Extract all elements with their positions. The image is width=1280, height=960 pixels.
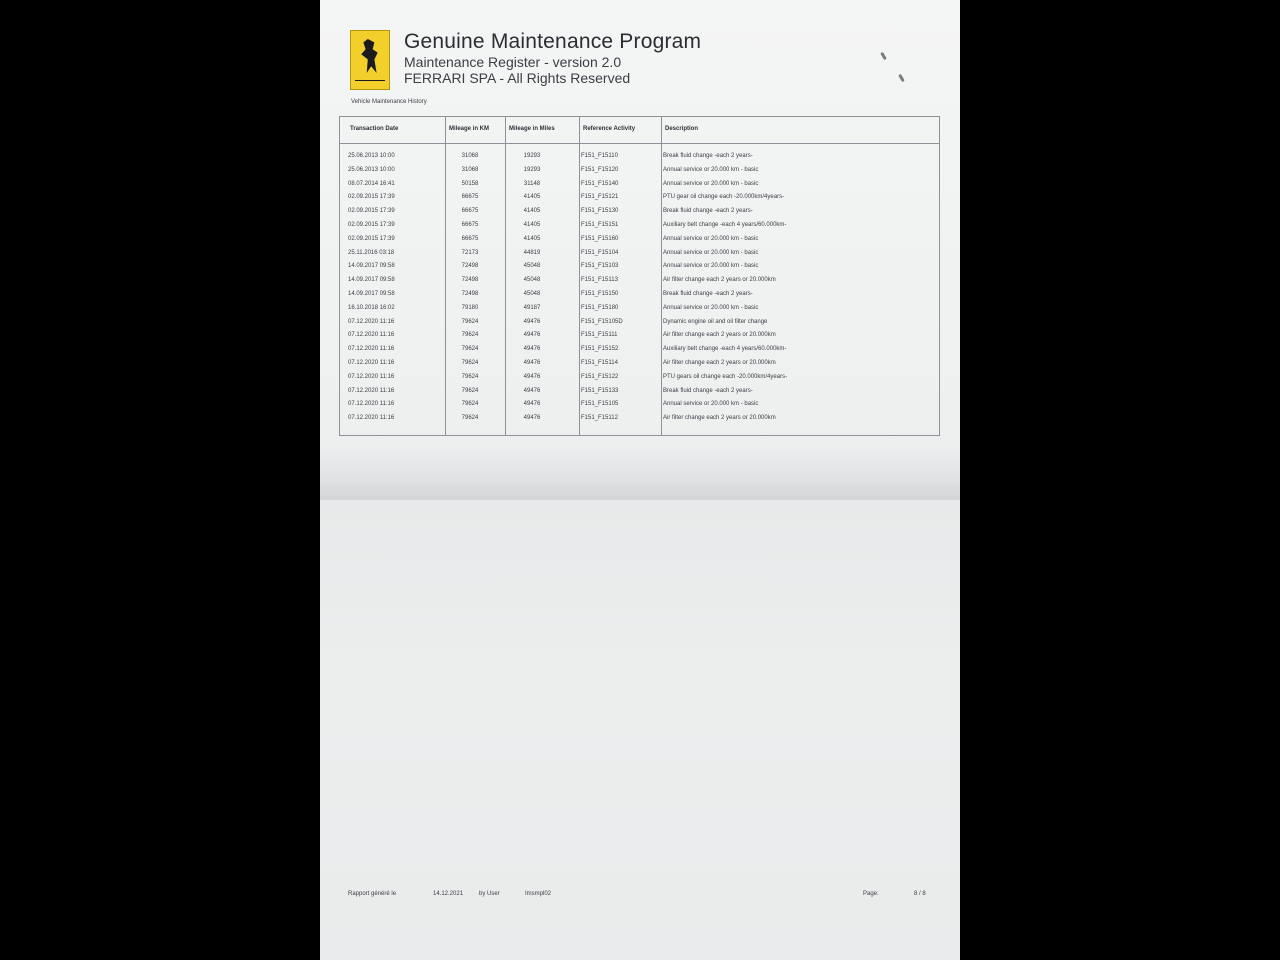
cell-description: Annual service or 20.000 km - basic bbox=[663, 166, 759, 173]
cell-description: PTU gear oil change each -20.000km/4years- bbox=[663, 194, 785, 201]
cell-miles: 41405 bbox=[523, 221, 541, 228]
cell-description: Annual service or 20.000 km - basic bbox=[663, 401, 759, 408]
cell-reference: F151_F15103 bbox=[581, 263, 619, 270]
register-version: Maintenance Register - version 2.0 bbox=[404, 54, 622, 70]
column-header-km: Mileage in KM bbox=[449, 126, 490, 132]
cell-reference: F151_F15112 bbox=[581, 415, 618, 422]
cell-date: 25.06.2013 10:00 bbox=[348, 153, 395, 159]
cell-km: 31068 bbox=[461, 166, 479, 173]
cell-km: 79624 bbox=[461, 346, 479, 353]
cell-miles: 41405 bbox=[523, 208, 541, 215]
cell-description: Air filter change each 2 years or 20.000km bbox=[663, 332, 776, 339]
cell-miles: 41405 bbox=[523, 235, 541, 242]
cell-description: Air filter change each 2 years or 20.000km bbox=[663, 359, 776, 366]
cell-date: 07.12.2020 11:16 bbox=[348, 346, 395, 353]
column-header-miles: Mileage in Miles bbox=[509, 126, 555, 132]
cell-miles: 49476 bbox=[523, 415, 541, 422]
cell-km: 79624 bbox=[461, 359, 479, 366]
cell-miles: 49476 bbox=[523, 401, 541, 408]
cell-km: 72498 bbox=[461, 263, 479, 270]
ink-mark bbox=[880, 52, 887, 60]
cell-date: 07.12.2020 11:16 bbox=[348, 415, 395, 422]
cell-km: 50158 bbox=[461, 180, 479, 187]
cell-description: Auxiliary belt change -each 4 years/60.000km- bbox=[663, 221, 787, 228]
cell-km: 72498 bbox=[461, 290, 479, 297]
cell-description: Break fluid change -each 2 years- bbox=[663, 208, 753, 215]
cell-date: 07.12.2020 11:16 bbox=[348, 318, 395, 325]
footer-by-label: by User bbox=[479, 891, 500, 897]
ferrari-logo-icon bbox=[350, 30, 390, 90]
footer-generated-label: Rapport généré le bbox=[348, 891, 397, 897]
column-header-description: Description bbox=[665, 126, 699, 132]
cell-date: 07.12.2020 11:16 bbox=[348, 387, 395, 394]
cell-description: Annual service or 20.000 km - basic bbox=[663, 263, 759, 270]
cell-miles: 49476 bbox=[523, 318, 541, 325]
cell-description: Annual service or 20.000 km - basic bbox=[663, 304, 759, 311]
cell-reference: F151_F15120 bbox=[581, 166, 619, 173]
cell-description: Annual service or 20.000 km - basic bbox=[663, 180, 759, 187]
cell-km: 66675 bbox=[461, 221, 479, 228]
table-row bbox=[340, 414, 939, 428]
document-page bbox=[320, 0, 960, 960]
cell-description: Annual service or 20.000 km - basic bbox=[663, 249, 759, 256]
table-row bbox=[340, 193, 939, 207]
section-title: Vehicle Maintenance History bbox=[351, 99, 427, 105]
cell-reference: F151_F15104 bbox=[581, 249, 619, 256]
cell-miles: 49476 bbox=[523, 387, 541, 394]
cell-reference: F151_F15150 bbox=[581, 290, 619, 297]
cell-description: Annual service or 20.000 km - basic bbox=[663, 235, 759, 242]
cell-reference: F151_F15152 bbox=[581, 346, 619, 353]
cell-miles: 49476 bbox=[523, 346, 541, 353]
cell-description: Air filter change each 2 years or 20.000km bbox=[663, 277, 776, 284]
cell-km: 66675 bbox=[461, 235, 479, 242]
prancing-horse-icon bbox=[359, 39, 381, 73]
column-header-reference: Reference Activity bbox=[583, 126, 636, 132]
table-row bbox=[340, 166, 939, 180]
cell-km: 79624 bbox=[461, 401, 479, 408]
table-row bbox=[340, 387, 939, 401]
cell-km: 72498 bbox=[461, 277, 479, 284]
cell-description: Break fluid change -each 2 years- bbox=[663, 290, 753, 297]
cell-reference: F151_F15121 bbox=[581, 194, 619, 201]
cell-km: 79180 bbox=[461, 304, 479, 311]
table-row bbox=[340, 207, 939, 221]
cell-date: 14.09.2017 09:58 bbox=[348, 277, 395, 284]
cell-km: 79624 bbox=[461, 332, 479, 339]
cell-date: 07.12.2020 11:16 bbox=[348, 401, 395, 408]
cell-km: 79624 bbox=[461, 373, 479, 380]
cell-miles: 45048 bbox=[523, 290, 541, 297]
cell-miles: 45048 bbox=[523, 263, 541, 270]
cell-description: PTU gears oil change each -20.000km/4years- bbox=[663, 373, 788, 380]
cell-reference: F151_F15133 bbox=[581, 387, 619, 394]
table-row bbox=[340, 235, 939, 249]
table-row bbox=[340, 345, 939, 359]
maintenance-table bbox=[339, 116, 940, 436]
table-row bbox=[340, 249, 939, 263]
cell-km: 79624 bbox=[461, 387, 479, 394]
table-row bbox=[340, 331, 939, 345]
table-body bbox=[340, 152, 939, 428]
footer-page-label: Page: bbox=[863, 891, 879, 897]
cell-date: 07.12.2020 11:16 bbox=[348, 373, 395, 380]
cell-description: Air filter change each 2 years or 20.000km bbox=[663, 415, 776, 422]
cell-miles: 49476 bbox=[523, 373, 541, 380]
table-row bbox=[340, 400, 939, 414]
cell-date: 07.12.2020 11:16 bbox=[348, 359, 395, 366]
cell-date: 02.09.2015 17:39 bbox=[348, 221, 395, 228]
cell-miles: 19293 bbox=[523, 153, 541, 159]
cell-miles: 49187 bbox=[523, 304, 541, 311]
cell-miles: 49476 bbox=[523, 332, 541, 339]
cell-reference: F151_F15160 bbox=[581, 235, 619, 242]
table-row bbox=[340, 180, 939, 194]
cell-date: 02.09.2015 17:39 bbox=[348, 194, 395, 201]
table-row bbox=[340, 152, 939, 166]
cell-date: 25.11.2016 03:18 bbox=[348, 249, 395, 256]
cell-km: 66675 bbox=[461, 194, 479, 201]
cell-reference: F151_F15113 bbox=[581, 277, 618, 284]
cell-reference: F151_F15180 bbox=[581, 304, 619, 311]
cell-reference: F151_F15110 bbox=[581, 153, 618, 159]
cell-reference: F151_F15111 bbox=[581, 332, 618, 339]
cell-date: 16.10.2018 16:02 bbox=[348, 304, 395, 311]
cell-description: Break fluid change -each 2 years- bbox=[663, 153, 753, 159]
cell-reference: F151_F15105D bbox=[581, 318, 623, 325]
cell-description: Break fluid change -each 2 years- bbox=[663, 387, 753, 394]
cell-miles: 45048 bbox=[523, 277, 541, 284]
cell-date: 07.12.2020 11:16 bbox=[348, 332, 395, 339]
cell-reference: F151_F15122 bbox=[581, 373, 619, 380]
cell-reference: F151_F15114 bbox=[581, 359, 618, 366]
cell-date: 02.09.2015 17:39 bbox=[348, 235, 395, 242]
cell-reference: F151_F15130 bbox=[581, 208, 619, 215]
cell-km: 66675 bbox=[461, 208, 479, 215]
cell-description: Dynamic engine oil and oil filter change bbox=[663, 318, 768, 325]
cell-date: 02.09.2015 17:39 bbox=[348, 208, 395, 215]
footer-user: Imsmpl02 bbox=[525, 891, 552, 897]
program-title: Genuine Maintenance Program bbox=[404, 30, 702, 53]
cell-km: 79624 bbox=[461, 415, 479, 422]
table-row bbox=[340, 290, 939, 304]
cell-date: 25.06.2013 10:00 bbox=[348, 166, 395, 173]
table-row bbox=[340, 262, 939, 276]
cell-reference: F151_F15151 bbox=[581, 221, 619, 228]
column-header-date: Transaction Date bbox=[350, 126, 399, 132]
table-row bbox=[340, 373, 939, 387]
cell-miles: 44819 bbox=[523, 249, 541, 256]
cell-km: 31068 bbox=[461, 153, 479, 159]
footer-page-number: 8 / 8 bbox=[914, 891, 926, 897]
ink-mark bbox=[898, 74, 905, 82]
cell-km: 72173 bbox=[461, 249, 479, 256]
cell-reference: F151_F15140 bbox=[581, 180, 619, 187]
cell-date: 08.07.2014 16:41 bbox=[348, 180, 395, 187]
paper-fold-shadow bbox=[320, 445, 960, 500]
table-row bbox=[340, 359, 939, 373]
table-row bbox=[340, 318, 939, 332]
table-row bbox=[340, 221, 939, 235]
cell-miles: 41405 bbox=[523, 194, 541, 201]
footer-generated-date: 14.12.2021 bbox=[433, 891, 464, 897]
document-header bbox=[404, 30, 701, 86]
table-row bbox=[340, 276, 939, 290]
cell-date: 14.09.2017 09:58 bbox=[348, 263, 395, 270]
cell-miles: 31148 bbox=[523, 180, 541, 187]
cell-description: Auxiliary belt change -each 4 years/60.000km- bbox=[663, 346, 787, 353]
rights-notice: FERRARI SPA - All Rights Reserved bbox=[404, 70, 631, 86]
cell-miles: 19293 bbox=[523, 166, 541, 173]
cell-date: 14.09.2017 09:58 bbox=[348, 290, 395, 297]
table-row bbox=[340, 304, 939, 318]
cell-reference: F151_F15105 bbox=[581, 401, 619, 408]
cell-km: 79624 bbox=[461, 318, 479, 325]
cell-miles: 49476 bbox=[523, 359, 541, 366]
